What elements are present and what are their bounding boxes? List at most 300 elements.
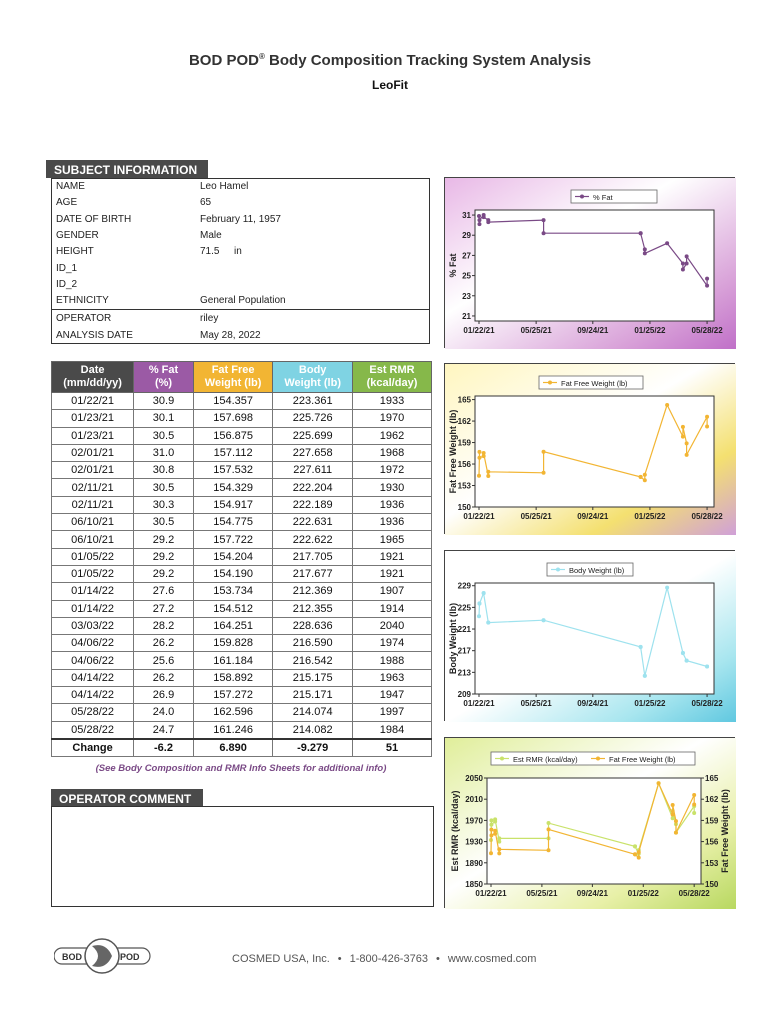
ffw-series-point — [692, 803, 696, 807]
info-sheet-note: (See Body Composition and RMR Info Sheets for additional info) — [95, 763, 387, 774]
fat-free-weight-chart — [445, 364, 736, 535]
table-cell: 30.5 — [134, 514, 194, 531]
table-cell: 01/05/22 — [52, 548, 134, 565]
series-point — [685, 261, 689, 265]
series-point — [681, 435, 685, 439]
series-point — [482, 215, 486, 219]
y2-tick-label: 153 — [705, 858, 719, 868]
table-cell: 154.329 — [193, 479, 273, 496]
table-cell: 157.532 — [193, 462, 273, 479]
table-row — [52, 669, 432, 686]
table-cell: 157.272 — [193, 687, 273, 704]
series-point — [486, 220, 490, 224]
column-header-line1: Est RMR — [369, 364, 415, 376]
table-cell: 222.189 — [273, 496, 353, 513]
footer-separator: • — [435, 953, 440, 965]
subject-value: riley — [200, 313, 219, 324]
table-cell: 1974 — [352, 635, 431, 652]
subject-row-operator — [52, 311, 429, 327]
footer-contact — [232, 953, 536, 965]
subject-label: HEIGHT — [56, 246, 94, 257]
table-row — [52, 721, 432, 739]
rmr-series-point — [493, 817, 497, 821]
series-point — [665, 403, 669, 407]
x-tick-label: 09/24/21 — [576, 889, 608, 898]
table-row — [52, 531, 432, 548]
y-tick-label: 165 — [457, 395, 471, 405]
table-cell: 227.658 — [273, 444, 353, 461]
subject-label: OPERATOR — [56, 313, 112, 324]
x-tick-label: 01/25/22 — [634, 699, 666, 708]
x-tick-label: 05/28/22 — [691, 699, 723, 708]
column-header — [193, 362, 273, 393]
table-row — [52, 393, 432, 410]
x-tick-label: 05/25/21 — [520, 512, 552, 521]
series-point — [705, 277, 709, 281]
series-point — [542, 231, 546, 235]
subject-value: 71.5 — [200, 246, 220, 257]
table-cell: 161.246 — [193, 721, 273, 739]
table-cell: 26.2 — [134, 669, 194, 686]
y-tick-label: 159 — [457, 438, 471, 448]
bodpod-logo — [54, 936, 154, 976]
series-point — [477, 614, 481, 618]
y-tick-label: 150 — [457, 503, 471, 512]
y-tick-label: 27 — [462, 251, 471, 261]
table-cell: 1907 — [352, 583, 431, 600]
table-cell: 215.175 — [273, 669, 353, 686]
ffw-series-point — [547, 848, 551, 852]
percent-fat-chart-panel — [444, 177, 735, 348]
ffw-series-point — [497, 847, 501, 851]
table-cell: 02/11/21 — [52, 479, 134, 496]
table-cell: 225.726 — [273, 410, 353, 427]
series-point — [705, 284, 709, 288]
x-tick-label: 09/24/21 — [577, 699, 609, 708]
table-cell: 1962 — [352, 427, 431, 444]
ffw-series-point — [674, 831, 678, 835]
legend-label: Fat Free Weight (lb) — [561, 379, 628, 388]
table-cell: 30.9 — [134, 393, 194, 410]
y2-axis-label: Fat Free Weight (lb) — [720, 789, 730, 873]
y-tick-label: 21 — [462, 311, 471, 321]
series-point — [542, 471, 546, 475]
subject-row-date-of-birth — [52, 212, 429, 228]
table-cell: 04/06/22 — [52, 635, 134, 652]
y-tick-label: 209 — [457, 690, 471, 699]
table-row — [52, 687, 432, 704]
x-tick-label: 09/24/21 — [577, 326, 609, 335]
series-point — [477, 218, 481, 222]
series-point — [681, 261, 685, 265]
y-axis-label: Fat Free Weight (lb) — [448, 409, 458, 494]
change-row — [52, 739, 432, 757]
rmr-series-point — [489, 823, 493, 827]
table-cell: 1921 — [352, 565, 431, 582]
subject-value: Male — [200, 230, 222, 241]
table-cell: 164.251 — [193, 617, 273, 634]
table-cell: 01/23/21 — [52, 410, 134, 427]
table-row — [52, 565, 432, 582]
y-tick-label: 217 — [457, 646, 471, 656]
logo-text-left: BOD — [62, 952, 82, 962]
y-tick-label: 1970 — [465, 816, 483, 826]
table-cell: 157.722 — [193, 531, 273, 548]
series-point — [681, 268, 685, 272]
operator-comment-heading: OPERATOR COMMENT — [51, 789, 203, 807]
y-tick-label: 1850 — [465, 880, 483, 889]
ffw-series-point — [671, 813, 675, 817]
table-cell: 214.074 — [273, 704, 353, 721]
table-cell: 02/01/21 — [52, 462, 134, 479]
table-cell: 158.892 — [193, 669, 273, 686]
table-cell: 04/14/22 — [52, 687, 134, 704]
ffw-series-point — [489, 851, 493, 855]
y-tick-label: 1890 — [465, 858, 483, 868]
plot-area — [475, 210, 714, 321]
column-header — [273, 362, 353, 393]
table-row — [52, 427, 432, 444]
series-point — [477, 602, 481, 606]
series-point — [486, 470, 490, 474]
table-cell: 30.3 — [134, 496, 194, 513]
table-cell: 162.596 — [193, 704, 273, 721]
subject-value: Leo Hamel — [200, 181, 249, 192]
series-point — [681, 651, 685, 655]
ffw-series-point — [674, 819, 678, 823]
ffw-series-point — [692, 793, 696, 797]
x-tick-label: 05/28/22 — [678, 889, 710, 898]
table-cell: 1930 — [352, 479, 431, 496]
table-cell: 30.5 — [134, 479, 194, 496]
table-row — [52, 496, 432, 513]
table-cell: 02/11/21 — [52, 496, 134, 513]
legend-marker — [596, 757, 600, 761]
rmr-series-point — [671, 816, 675, 820]
table-row — [52, 617, 432, 634]
series-point — [486, 474, 490, 478]
column-header — [52, 362, 134, 393]
table-cell: 157.112 — [193, 444, 273, 461]
column-header-line1: Date — [80, 364, 105, 376]
y2-tick-label: 159 — [705, 816, 719, 826]
y-tick-label: 29 — [462, 231, 471, 241]
x-tick-label: 01/22/21 — [463, 512, 495, 521]
table-cell: 153.734 — [193, 583, 273, 600]
subject-row-id-2 — [52, 277, 429, 293]
series-point — [643, 247, 647, 251]
series-point — [665, 586, 669, 590]
y2-tick-label: 162 — [705, 795, 719, 805]
table-cell: 1933 — [352, 393, 431, 410]
series-point — [643, 251, 647, 255]
body-weight-chart — [445, 551, 736, 722]
website-link[interactable]: www.cosmed.com — [447, 953, 537, 965]
table-cell: 01/22/21 — [52, 393, 134, 410]
table-cell: 01/14/22 — [52, 600, 134, 617]
table-cell: 1988 — [352, 652, 431, 669]
footer-separator: • — [337, 953, 342, 965]
table-cell: 03/03/22 — [52, 617, 134, 634]
table-cell: 24.0 — [134, 704, 194, 721]
x-tick-label: 09/24/21 — [577, 512, 609, 521]
subject-info-heading: SUBJECT INFORMATION — [46, 160, 208, 178]
table-cell: 212.369 — [273, 583, 353, 600]
subject-row-analysis-date — [52, 328, 429, 344]
table-cell: 31.0 — [134, 444, 194, 461]
y-tick-label: 221 — [457, 625, 471, 635]
table-cell: 1984 — [352, 721, 431, 739]
table-row — [52, 652, 432, 669]
x-tick-label: 05/25/21 — [520, 699, 552, 708]
table-cell: 04/14/22 — [52, 669, 134, 686]
table-cell: 1914 — [352, 600, 431, 617]
table-cell: 30.5 — [134, 427, 194, 444]
column-header-line2: (mm/dd/yy) — [63, 377, 122, 389]
rmr-fat-free-chart — [445, 738, 736, 909]
series-point — [639, 475, 643, 479]
column-header-line2: Weight (lb) — [204, 377, 262, 389]
y-tick-label: 25 — [462, 271, 471, 281]
subject-row-name — [52, 179, 429, 195]
x-tick-label: 01/22/21 — [463, 326, 495, 335]
subject-label: NAME — [56, 181, 85, 192]
subject-row-ethnicity — [52, 293, 429, 309]
subject-value: 65 — [200, 197, 212, 208]
table-cell: 154.512 — [193, 600, 273, 617]
ffw-series-point — [637, 850, 641, 854]
column-header — [352, 362, 431, 393]
series-point — [681, 425, 685, 429]
legend-label: Body Weight (lb) — [569, 566, 625, 575]
x-tick-label: 01/25/22 — [634, 326, 666, 335]
change-cell: Change — [52, 739, 134, 757]
table-cell: 1970 — [352, 410, 431, 427]
x-tick-label: 05/28/22 — [691, 512, 723, 521]
subject-label: AGE — [56, 197, 78, 208]
subject-label: GENDER — [56, 230, 99, 241]
ffw-series-point — [547, 827, 551, 831]
table-cell: 217.705 — [273, 548, 353, 565]
y2-tick-label: 150 — [705, 880, 719, 889]
table-cell: 1921 — [352, 548, 431, 565]
plot-area — [487, 778, 701, 884]
table-row — [52, 444, 432, 461]
facility-name: LeoFit — [372, 78, 408, 92]
y-axis-label: % Fat — [448, 253, 458, 278]
subject-value: February 11, 1957 — [200, 214, 281, 225]
table-cell: 223.361 — [273, 393, 353, 410]
series-point — [685, 659, 689, 663]
table-cell: 25.6 — [134, 652, 194, 669]
table-cell: 215.171 — [273, 687, 353, 704]
y-tick-label: 229 — [457, 581, 471, 591]
column-header-line2: (kcal/day) — [366, 377, 418, 389]
subject-label: ANALYSIS DATE — [56, 330, 133, 341]
table-cell: 225.699 — [273, 427, 353, 444]
table-cell: 01/05/22 — [52, 565, 134, 582]
table-cell: 222.622 — [273, 531, 353, 548]
rmr-series-point — [497, 836, 501, 840]
table-cell: 154.204 — [193, 548, 273, 565]
table-row — [52, 635, 432, 652]
series-point — [685, 453, 689, 457]
rmr-fat-free-chart-panel — [444, 737, 735, 908]
column-header-line2: (%) — [154, 377, 173, 389]
table-row — [52, 514, 432, 531]
column-header-line1: Body — [298, 364, 327, 376]
table-cell: 1947 — [352, 687, 431, 704]
subject-label: DATE OF BIRTH — [56, 214, 132, 225]
subject-row-gender — [52, 228, 429, 244]
table-cell: 06/10/21 — [52, 514, 134, 531]
series-point — [486, 621, 490, 625]
y-tick-label: 162 — [457, 417, 471, 427]
table-cell: 1997 — [352, 704, 431, 721]
series-point — [542, 450, 546, 454]
ffw-series-point — [657, 781, 661, 785]
table-cell: 2040 — [352, 617, 431, 634]
table-cell: 154.775 — [193, 514, 273, 531]
table-cell: 1936 — [352, 514, 431, 531]
subject-value: May 28, 2022 — [200, 330, 261, 341]
ffw-series-point — [489, 833, 493, 837]
change-cell: -9.279 — [273, 739, 353, 757]
y-axis-label: Est RMR (kcal/day) — [450, 790, 460, 872]
series-point — [643, 478, 647, 482]
table-cell: 26.2 — [134, 635, 194, 652]
registered-mark: ® — [258, 52, 265, 61]
table-cell: 156.875 — [193, 427, 273, 444]
table-row — [52, 548, 432, 565]
series-point — [542, 618, 546, 622]
table-cell: 30.8 — [134, 462, 194, 479]
x-tick-label: 05/25/21 — [526, 889, 558, 898]
subject-value: General Population — [200, 295, 286, 306]
series-point — [477, 222, 481, 226]
table-cell: 1968 — [352, 444, 431, 461]
table-cell: 1936 — [352, 496, 431, 513]
x-tick-label: 01/25/22 — [627, 889, 659, 898]
series-point — [665, 241, 669, 245]
subject-row-height — [52, 244, 429, 260]
series-point — [705, 424, 709, 428]
ffw-series-point — [489, 828, 493, 832]
ffw-series-point — [497, 851, 501, 855]
series-point — [685, 254, 689, 258]
series-point — [477, 474, 481, 478]
subject-unit: in — [234, 246, 242, 257]
change-cell: -6.2 — [134, 739, 194, 757]
title-brand: BOD POD — [188, 52, 259, 69]
table-cell: 228.636 — [273, 617, 353, 634]
x-tick-label: 01/25/22 — [634, 512, 666, 521]
series-point — [639, 645, 643, 649]
legend-marker — [500, 757, 504, 761]
ffw-series-point — [671, 803, 675, 807]
column-header-line2: Weight (lb) — [284, 377, 341, 389]
x-tick-label: 01/22/21 — [463, 699, 495, 708]
table-cell: 154.190 — [193, 565, 273, 582]
legend-marker — [556, 568, 560, 572]
series-point — [685, 441, 689, 445]
column-header-line1: Fat Free — [211, 364, 255, 376]
table-cell: 04/06/22 — [52, 652, 134, 669]
change-cell: 51 — [352, 739, 431, 757]
legend-label: Fat Free Weight (lb) — [609, 755, 676, 764]
series-point — [477, 450, 481, 454]
table-cell: 157.698 — [193, 410, 273, 427]
series-point — [482, 451, 486, 455]
subject-label: ID_2 — [56, 279, 78, 290]
column-header-line1: % Fat — [148, 364, 179, 376]
y-axis-label: Body Weight (lb) — [448, 602, 458, 675]
rmr-series-point — [489, 818, 493, 822]
series-point — [705, 664, 709, 668]
title-text: Body Composition Tracking System Analysis — [269, 52, 592, 69]
legend-label: % Fat — [593, 193, 613, 202]
y-tick-label: 31 — [462, 211, 471, 221]
table-row — [52, 583, 432, 600]
table-row — [52, 462, 432, 479]
operator-comment-box — [51, 806, 434, 907]
table-cell: 216.590 — [273, 635, 353, 652]
logo-text-right: POD — [120, 952, 140, 962]
subject-label: ID_1 — [56, 263, 78, 274]
subject-row-age — [52, 195, 429, 211]
y-tick-label: 213 — [457, 668, 471, 678]
subject-divider — [52, 309, 429, 310]
table-cell: 27.2 — [134, 600, 194, 617]
table-cell: 30.1 — [134, 410, 194, 427]
y-tick-label: 1930 — [465, 837, 483, 847]
y-tick-label: 2010 — [465, 795, 483, 805]
table-cell: 27.6 — [134, 583, 194, 600]
table-cell: 29.2 — [134, 531, 194, 548]
table-cell: 01/14/22 — [52, 583, 134, 600]
report-title — [0, 52, 780, 69]
percent-fat-chart — [445, 178, 736, 349]
table-cell: 217.677 — [273, 565, 353, 582]
rmr-series-point — [547, 821, 551, 825]
subject-row-id-1 — [52, 261, 429, 277]
table-cell: 214.082 — [273, 721, 353, 739]
body-weight-chart-panel — [444, 550, 735, 721]
table-cell: 26.9 — [134, 687, 194, 704]
series-point — [542, 218, 546, 222]
rmr-series-point — [692, 811, 696, 815]
column-header — [134, 362, 194, 393]
table-cell: 154.357 — [193, 393, 273, 410]
series-point — [477, 456, 481, 460]
table-cell: 222.204 — [273, 479, 353, 496]
table-cell: 01/23/21 — [52, 427, 134, 444]
table-row — [52, 410, 432, 427]
x-tick-label: 05/28/22 — [691, 326, 723, 335]
subject-label: ETHNICITY — [56, 295, 109, 306]
table-row — [52, 479, 432, 496]
ffw-series-point — [633, 852, 637, 856]
ffw-series-point — [637, 856, 641, 860]
table-cell: 29.2 — [134, 565, 194, 582]
plot-area — [475, 396, 714, 507]
table-cell: 161.184 — [193, 652, 273, 669]
table-row — [52, 704, 432, 721]
company-name: COSMED USA, Inc. — [232, 953, 330, 965]
table-cell: 24.7 — [134, 721, 194, 739]
table-cell: 05/28/22 — [52, 721, 134, 739]
legend-marker — [580, 195, 584, 199]
